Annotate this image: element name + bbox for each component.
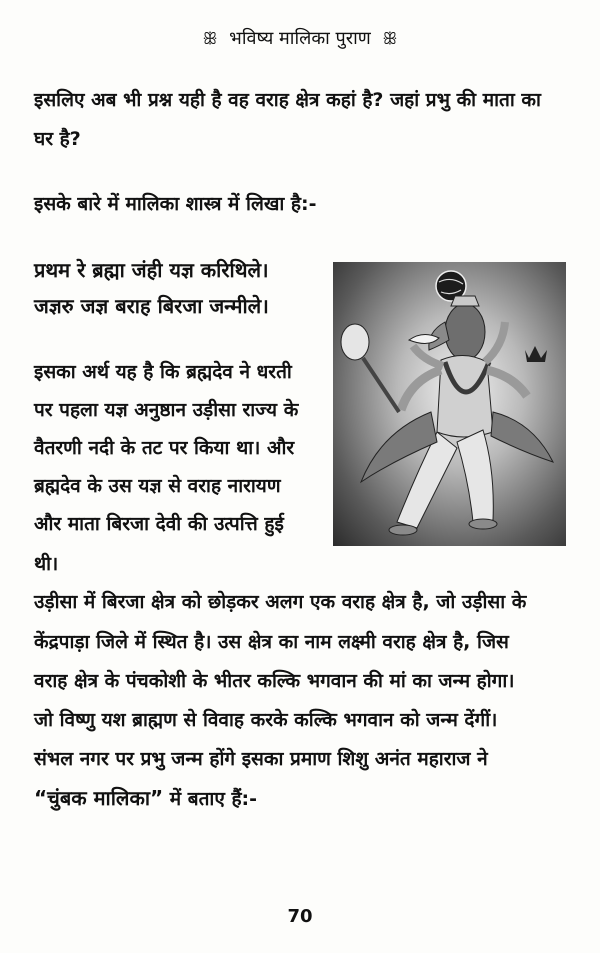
meaning-line-4: ब्रह्मदेव के उस यज्ञ से वराह नारायण xyxy=(34,475,281,497)
varaha-illustration xyxy=(333,262,566,546)
intro-line-1: इसलिए अब भी प्रश्न यही है वह वराह क्षेत्र कहां है? जहां प्रभु की माता का xyxy=(34,89,541,111)
meaning-line-2: पर पहला यज्ञ अनुष्ठान उड़ीसा राज्य के xyxy=(34,399,299,421)
intro-line-2: घर है? xyxy=(34,128,81,150)
body-line-5: संभल नगर पर प्रभु जन्म होंगे इसका प्रमाण शिशु अनंत महाराज ने xyxy=(34,748,488,770)
body-line-4: जो विष्णु यश ब्राह्मण से विवाह करके कल्कि भगवान को जन्म देंगीं। xyxy=(34,709,498,731)
meaning-line-5: और माता बिरजा देवी की उत्पत्ति हुई xyxy=(34,513,284,535)
body-line-1: उड़ीसा में बिरजा क्षेत्र को छोड़कर अलग एक वराह क्षेत्र है, जो उड़ीसा के xyxy=(34,591,527,613)
verse-line-2: जज्ञरु जज्ञ बराह बिरजा जन्मीले। xyxy=(34,294,269,318)
running-header xyxy=(0,26,600,50)
body-line-2: केंद्रपाड़ा जिले में स्थित है। उस क्षेत्र का नाम लक्ष्मी वराह क्षेत्र है, जिस xyxy=(34,631,509,653)
meaning-line-3: वैतरणी नदी के तट पर किया था। और xyxy=(34,437,295,459)
meaning-line-1: इसका अर्थ यह है कि ब्रह्मदेव ने धरती xyxy=(34,361,292,383)
meaning-line-6: थी। xyxy=(34,553,59,575)
page-number: 70 xyxy=(287,906,313,927)
body-line-3: वराह क्षेत्र के पंचकोशी के भीतर कल्कि भगवान की मां का जन्म होगा। xyxy=(34,670,515,692)
right-ornament: ꕥ xyxy=(382,29,398,48)
body-line-6 xyxy=(34,784,257,811)
chumbak-malika-quote: “चुंबक मालिका” xyxy=(34,786,164,810)
varaha-figure-drawing xyxy=(333,262,566,546)
left-ornament: ꕥ xyxy=(202,29,218,48)
book-title: भविष्य मालिका पुराण xyxy=(229,28,371,49)
source-line: इसके बारे में मालिका शास्त्र में लिखा है:- xyxy=(34,193,317,215)
verse-line-1: प्रथम रे ब्रह्मा जंही यज्ञ करिथिले। xyxy=(34,258,269,282)
body-line-6-rest: में बताए हैं:- xyxy=(163,788,258,810)
